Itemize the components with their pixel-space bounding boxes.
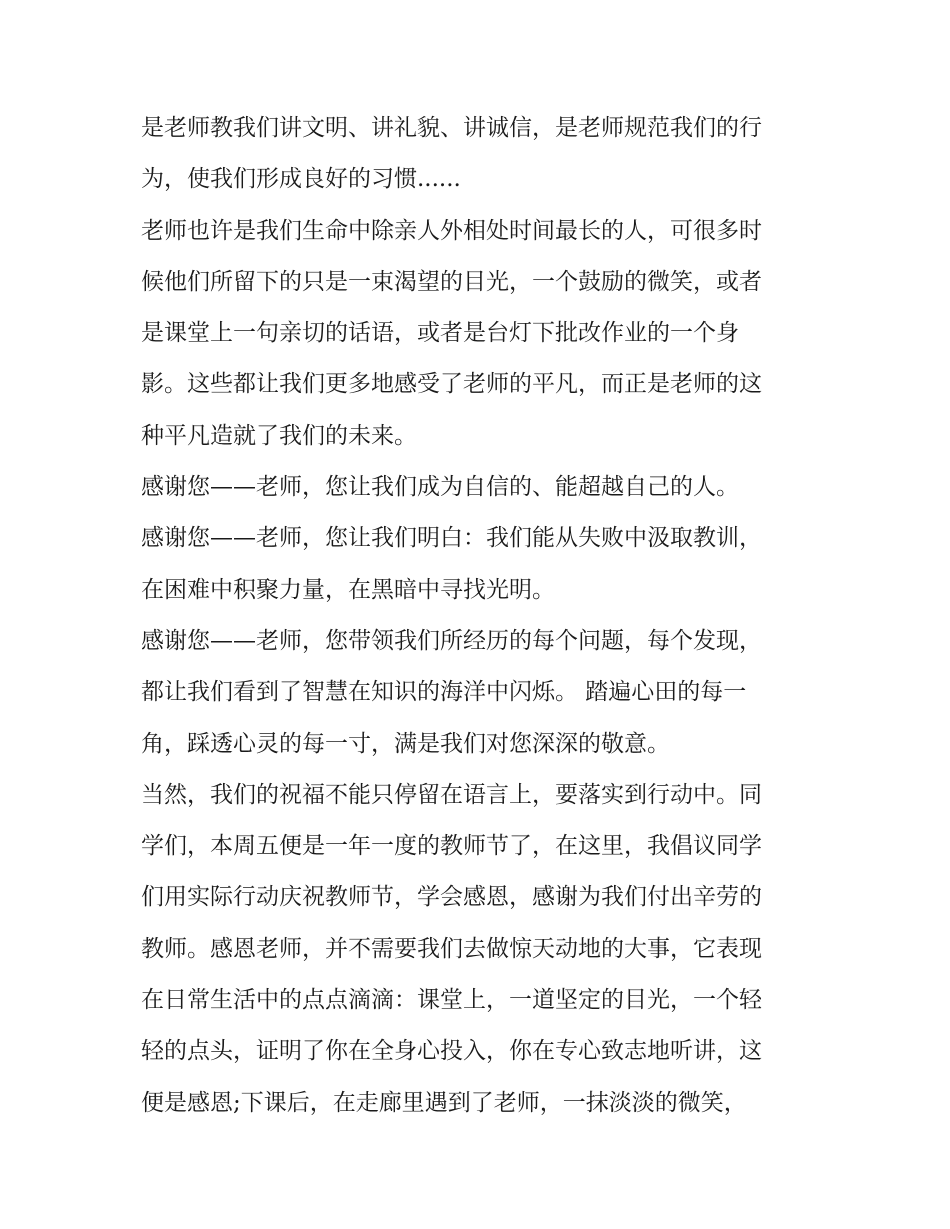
text-line: 角，踩透心灵的每一寸，满是我们对您深深的敬意。 — [141, 730, 670, 757]
text-line: 便是感恩;下课后，在走廊里遇到了老师，一抹淡淡的微笑， — [141, 1089, 747, 1116]
text-line: 为，使我们形成良好的习惯...... — [141, 166, 461, 193]
text-line: 教师。感恩老师，并不需要我们去做惊天动地的大事，它表现 — [141, 935, 762, 962]
text-line: 影。这些都让我们更多地感受了老师的平凡，而正是老师的这 — [141, 371, 762, 398]
text-line: 在困难中积聚力量，在黑暗中寻找光明。 — [141, 576, 555, 603]
text-line: 感谢您——老师，您带领我们所经历的每个问题，每个发现， — [141, 627, 762, 654]
text-line: 感谢您——老师，您让我们明白：我们能从失败中汲取教训， — [141, 525, 762, 552]
text-line: 学们，本周五便是一年一度的教师节了，在这里，我倡议同学 — [141, 833, 762, 860]
text-line: 当然，我们的祝福不能只停留在语言上，要落实到行动中。同 — [141, 781, 762, 808]
text-line: 都让我们看到了智慧在知识的海洋中闪烁。 踏遍心田的每一 — [141, 679, 747, 706]
text-line: 轻的点头，证明了你在全身心投入，你在专心致志地听讲，这 — [141, 1038, 762, 1065]
document-body — [141, 103, 821, 1129]
text-line: 在日常生活中的点点滴滴：课堂上，一道坚定的目光，一个轻 — [141, 987, 762, 1014]
text-line: 候他们所留下的只是一束渴望的目光，一个鼓励的微笑，或者 — [141, 268, 762, 295]
text-line: 是课堂上一句亲切的话语，或者是台灯下批改作业的一个身 — [141, 320, 739, 347]
text-line: 感谢您——老师，您让我们成为自信的、能超越自己的人。 — [141, 474, 739, 501]
text-line: 老师也许是我们生命中除亲人外相处时间最长的人，可很多时 — [141, 217, 762, 244]
text-line: 种平凡造就了我们的未来。 — [141, 422, 417, 449]
text-line: 是老师教我们讲文明、讲礼貌、讲诚信，是老师规范我们的行 — [141, 115, 762, 141]
text-line: 们用实际行动庆祝教师节，学会感恩，感谢为我们付出辛劳的 — [141, 884, 762, 911]
